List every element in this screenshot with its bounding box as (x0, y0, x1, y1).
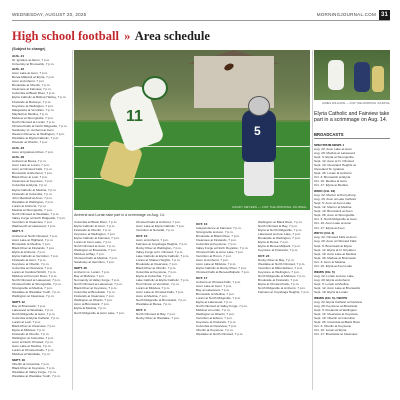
broadcast-section-heading: WOIO (CH. 19) (314, 189, 336, 194)
schedule-game: St. Ignatius at Akron, 7 p.m. (12, 57, 51, 62)
schedule-game: Elyria Catholic at Bishop Hartley, 7 p.m. (12, 95, 67, 100)
schedule-note: (Subject to change) (12, 47, 46, 51)
page-number: 31 (380, 12, 389, 18)
page-header (12, 10, 390, 21)
schedule-game: Mayfield at Medina, 7 p.m. (12, 111, 49, 116)
schedule-game: North Olmsted at Avon, 7 p.m. (74, 244, 116, 249)
schedule-game: Columbia at Black River, 7 p.m. (74, 220, 118, 224)
schedule-game: Avon at Brunswick, 7 p.m. (74, 302, 110, 307)
broadcast-game: Aug. 29: Avon at Lake Catholic (314, 197, 357, 202)
schedule-game: Avon Lake at Olmsted Falls, 7 p.m. (136, 290, 185, 295)
schedule-game: Columbia at Black River, 7 p.m. (12, 91, 56, 96)
broadcast-game: Cleveland St. Ignatius (314, 167, 345, 172)
broadcast-game: Sept. 26: Columbia at Black River (314, 319, 361, 324)
schedule-game: Brunswick at Medina, 7 p.m. (196, 291, 235, 296)
sidebar-photo-player (328, 60, 344, 90)
schedule-game: Elyria at Berea, 7 p.m. (258, 240, 289, 245)
schedule-game: Medina at Strongsville, 7 p.m. (12, 207, 53, 212)
schedule-game: John Marshall at Avon, 7 p.m. (12, 195, 53, 200)
headline-kicker: High school football (12, 29, 119, 43)
schedule-game: Columbia at Brookside, 7 p.m. (74, 290, 116, 295)
schedule-game: Keystone at Oberlin, 7 p.m. (12, 261, 50, 266)
schedule-game: Elyria at Olmsted Falls, 7 p.m. (258, 282, 300, 287)
schedule-date-heading: OCT. 3 (136, 307, 146, 312)
schedule-game: Clearview at Fairview, 7 p.m. (12, 87, 52, 92)
schedule-game: Columbia at Keystone, 7 p.m. (136, 270, 177, 275)
schedule-game: Olmsted Falls at North Ridgeville, 7 p.m. (12, 123, 68, 128)
away-player-pants (244, 160, 274, 196)
schedule-game: Westlake at Westlake Youth, 7 p.m. (12, 374, 61, 379)
schedule-game: North Olmsted at Bay, 7 p.m. (136, 312, 176, 317)
schedule-game: North Olmsted at Westlake, 7 p.m. (12, 211, 60, 216)
schedule-game: Elyria at North Ridgeville, 7 p.m. (258, 228, 303, 233)
schedule-game: Strongsville at Medina, 7 p.m. (12, 286, 53, 291)
schedule-game: Avon Lake at Medina, 7 p.m. (12, 344, 52, 349)
schedule-game: Rocky River at Bay, 7 p.m. (258, 257, 295, 262)
schedule-game: Fairview at Cuyahoga Heights, 7 p.m. (136, 241, 188, 246)
schedule-game: Elyria at Lakewood, 7 p.m. (196, 299, 233, 304)
schedule-date-heading: OCT. 10 (196, 221, 208, 226)
schedule-game: Wooster at Oberlin, 7 p.m. (12, 139, 49, 144)
broadcast-game: Aug. 22: Mentor at Perrysburg (314, 193, 356, 198)
schedule-game: Elyria Catholic at Fairview, 7 p.m. (74, 236, 120, 241)
schedule-game: Vermilion at Norwalk, 7 p.m. (136, 228, 175, 233)
broadcast-game: Oct. 10: Elyria at Avon Lake (314, 263, 353, 268)
schedule-game: Oberlin at Columbia, 7 p.m. (12, 361, 50, 366)
schedule-game: Amherst vs. Lorain, 7 p.m. (74, 270, 111, 275)
schedule-game: University at Brunswick, 7 p.m. (12, 61, 55, 66)
broadcast-game: Sept. 5: Firelands at Wellington (314, 307, 357, 312)
schedule-game: Brunswick at Medina, 7 p.m. (12, 241, 51, 246)
broadcast-game: Sept. 19: Cleveland Heights at (314, 163, 356, 168)
schedule-date-heading: AUG. 22 (12, 67, 25, 72)
schedule-game: Wadsworth at Lakewood, 7 p.m. (12, 223, 57, 228)
broadcast-section-heading: SPECTRUM NEWS 1 (314, 142, 345, 147)
schedule-game: Sandusky vs. Amherst at Avon (12, 127, 54, 132)
schedule-game: Midview at Strongsville, 7 p.m. (12, 115, 54, 120)
schedule-game: Avon Lake at Highland, 7 p.m. (12, 237, 54, 242)
schedule-game: Lakewood at Westlake, 7 p.m. (12, 307, 54, 312)
schedule-game: Avon Lake at Lorain, 7 p.m. (12, 163, 50, 168)
broadcast-game: Oct. 17: Elyria at Medina (314, 183, 348, 188)
schedule-game: Valley Forge at North Royalton, 7 p.m. (196, 245, 249, 250)
broadcast-game: Sept. 12: Avon Lake at Brunswick (314, 285, 361, 290)
schedule-game: Firelands at Avon, 7 p.m. (12, 257, 47, 262)
schedule-game: Lorain at Cardinal Stritch, 7 p.m. (12, 269, 57, 274)
schedule-game: Brunswick at Elmhurst, 7 p.m. (12, 171, 53, 176)
schedule-game: Westlake at Valley Forge, 7 p.m. (12, 370, 57, 375)
schedule-game: Firelands at Columbia, 7 p.m. (12, 191, 53, 196)
photo-caption: Amherst and Lorain take part in a scrimmage on Aug. 14. (74, 213, 165, 217)
away-player-helmet (248, 96, 270, 116)
schedule-game: Elyria at Amherst, 7 p.m. (12, 249, 46, 254)
schedule-date-heading: SEPT. 19 (12, 357, 25, 362)
broadcast-game: Sept. 19: Avon Lake at Medina (314, 251, 357, 256)
headline-separator: » (124, 29, 131, 43)
schedule-game: Elyria Catholic at Vermilion, 7 p.m. (12, 253, 60, 258)
schedule-game: Avon Lake at Midview, 7 p.m. (196, 261, 237, 266)
broadcast-game: Sept. 5: Brunswick at Elyria (314, 243, 352, 248)
broadcast-section-heading: WEWS (CH. 5) / WCPN (314, 295, 347, 300)
broadcast-game: Aug. 22: Olmsted Falls at Avon (314, 235, 357, 240)
schedule-game: Columbia at Elyria Catholic, 7 p.m. (12, 315, 60, 320)
broadcast-game: Oct. 3: Oberlin at Keystone (314, 324, 352, 328)
schedule-game: Lorain at Avon Lake, 7 p.m. (74, 240, 112, 245)
sidebar-photo-player (372, 66, 384, 92)
schedule-game: Wellington at Clearview, 7 p.m. (12, 294, 55, 299)
schedule-game: Lakewood at Avon Lake, 7 p.m. (258, 232, 302, 237)
broadcast-game: Sept. 19: Oberlin at Columbia (314, 315, 355, 320)
broadcast-game: Aug. 29: Medina at Lakewood (314, 150, 355, 155)
schedule-game: Keystone at Wellington, 7 p.m. (74, 232, 116, 237)
broadcast-game: Oct. 3: Brunswick at Elyria (314, 175, 351, 180)
schedule-date-heading: OCT. 10 (136, 233, 148, 238)
schedule-game: Black River at Clearview, 7 p.m. (12, 324, 56, 329)
schedule-game: Rocky River at Westlake, 7 p.m. (136, 316, 180, 321)
schedule-game: Elyria Catholic at Medina, 7 p.m. (12, 187, 57, 192)
broadcast-game: Sept. 5: Lorain at Medina (314, 281, 349, 286)
schedule-game: Lorain at Midview, 7 p.m. (136, 286, 171, 291)
schedule-game: Vermilion at Clearview, 7 p.m. (12, 219, 53, 224)
schedule-game: Westlake at North Olmsted, 7 p.m. (258, 261, 306, 266)
schedule-game: Olmsted Falls at Amherst, 7 p.m. (136, 220, 181, 224)
schedule-game: North Olmsted at Lakewood, 7 p.m. (74, 282, 123, 287)
schedule-game: Normandy at Valley Forge, 7 p.m. (74, 278, 121, 283)
site-name[interactable]: MORNINGJOURNAL.COM (316, 12, 376, 17)
schedule-game: Vermilion at Huron, 7 p.m. (196, 253, 232, 258)
schedule-column-1 (12, 52, 70, 390)
schedule-game: Elyria at Medina, 7 p.m. (74, 306, 107, 311)
schedule-game: Amherst at North Olmsted, 7 p.m. (12, 233, 59, 238)
schedule-game: Midview at Westlake, 7 p.m. (12, 352, 51, 357)
schedule-game: Wellington at Brookside, 7 p.m. (74, 248, 117, 253)
broadcast-game: Sept. 12: Clearview at Keystone (314, 311, 359, 316)
schedule-column-2 (74, 220, 132, 390)
broadcast-game: Oct. 17: Brookside at Clearview (314, 332, 358, 337)
schedule-game: Elyria at Columbia, 7 p.m. (136, 274, 172, 279)
column-divider (312, 50, 313, 390)
schedule-game: Westlake at Berea, 7 p.m. (136, 302, 172, 307)
schedule-game: Midview at Fremont Ross, 7 p.m. (12, 273, 58, 278)
schedule-game: Lorain at Olmsted Falls, 7 p.m. (12, 348, 55, 353)
schedule-game: Avon at Olmsted Falls, 7 p.m. (12, 167, 53, 172)
schedule-game: Firelands at Oberlin, 7 p.m. (74, 228, 112, 233)
schedule-game: Bay at Midview, 7 p.m. (74, 274, 105, 279)
schedule-game: Lorain at Lodi, 7 p.m. (12, 320, 42, 324)
schedule-game: Margaretta at Vermilion, 7 p.m. (12, 107, 55, 112)
schedule-game: Olmsted Falls at Avon Lake, 7 p.m. (196, 249, 244, 254)
schedule-game: Westlake at North Olmsted, 7 p.m. (196, 332, 244, 337)
schedule-game: Black River at Oberlin, 7 p.m. (136, 266, 177, 271)
schedule-game: Brookside at Firelands, 7 p.m. (258, 278, 300, 283)
schedule-game: Fairview at Cuyahoga Heights, 7 p.m. (258, 290, 310, 295)
schedule-game: Brookside at Wellington, 7 p.m. (258, 236, 301, 241)
schedule-game: Valley Forge at N. Olmsted, 7 p.m. (136, 249, 184, 254)
schedule-game: Black River at Keystone, 7 p.m. (12, 366, 56, 371)
schedule-column-5 (258, 220, 312, 390)
schedule-game: Avon at Amherst, 7 p.m. (12, 79, 45, 84)
newspaper-page (12, 10, 390, 392)
broadcasts-list (314, 141, 390, 391)
schedule-game: Elyria at Midview, 7 p.m. (12, 328, 46, 333)
schedule-column-4 (196, 220, 254, 390)
broadcast-game: Oct. 3: Avon at Medina (314, 259, 346, 264)
schedule-game: Avon at Ignatius-Urban, 7 p.m. (12, 149, 54, 154)
schedule-game: Lake Catholic at Elyria Catholic, 7 p.m. (136, 278, 190, 283)
schedule-game: North Olmsted at Valley Forge, 7 p.m. (196, 303, 248, 308)
schedule-game: Firelands at Oberlin, 7 p.m. (12, 332, 50, 337)
home-player-number: 11 (126, 108, 143, 125)
schedule-date-heading: SEPT. 5 (12, 229, 24, 234)
schedule-game: Vermilion at Milan Edison, 7 p.m. (258, 266, 304, 271)
broadcast-game: Aug. 22: Avon Lake at Avon (314, 146, 352, 151)
schedule-game: Lake Catholic at Elyria Catholic, 7 p.m. (136, 253, 190, 258)
schedule-date-heading: SEPT. 12 (12, 299, 25, 304)
schedule-game: Keystone at Firelands, 7 p.m. (258, 248, 299, 253)
schedule-game: Avon at Amherst, 7 p.m. (136, 237, 169, 242)
sidebar-photo-credit: JAMES WILLIAMS — FOR THE MORNING JOURNAL (321, 101, 390, 105)
schedule-game: Columbia at Clearview, 7 p.m. (196, 324, 238, 329)
broadcast-section-heading: WEWS (CH. 5) (314, 269, 335, 274)
away-player-number: 5 (254, 124, 261, 138)
broadcast-game: Sept. 12: Avon at N. Olmsted (314, 158, 354, 163)
schedule-game: Brookside at Oberlin, 7 p.m. (12, 83, 51, 88)
broadcast-game: Oct. 3: North Ridgeville at Avon (314, 217, 357, 222)
schedule-game: Black River at Lodi, 7 p.m. (12, 175, 49, 180)
broadcast-game: Sept. 5: Elyria at Strongsville (314, 154, 354, 159)
broadcast-game: Sept. 5: Avon at Avon Lake (314, 201, 352, 206)
schedule-game: North Ridgeville at Amherst, 7 p.m. (258, 286, 306, 291)
broadcast-game: Oct. 10: Lorain at Elyria (314, 328, 347, 333)
photo-credit: RANDY MEYERS — FOR THE MORNING JOURNAL (232, 205, 307, 209)
schedule-game: Sandusky at Vermilion, 7 p.m. (74, 260, 115, 265)
broadcast-game: Aug. 22: Elyria Catholic at Fairview (314, 299, 362, 304)
sidebar-photo (314, 50, 390, 100)
schedule-game: North Ridgeville at Brunswick, 7 p.m. (136, 298, 187, 303)
schedule-game: Bay at Lakewood, 7 p.m. (196, 287, 231, 292)
main-photo (74, 50, 310, 210)
schedule-game: Wellington at Oberlin, 7 p.m. (74, 298, 113, 303)
broadcast-game: Sept. 12: Elyria at N. Royalton (314, 247, 356, 252)
broadcast-game: Aug. 29: Avon at Olmsted Falls (314, 239, 357, 244)
page-title (12, 29, 312, 43)
schedule-game: North Olmsted at Bay, 7 p.m. (258, 224, 298, 229)
schedule-game: Olmsted Falls at Berea-Midpark, 7 p.m. (196, 270, 250, 275)
schedule-game: Bay at Brunswick, 7 p.m. (12, 303, 47, 308)
schedule-game: Clearview at Firelands, 7 p.m. (196, 237, 237, 242)
schedule-game: Elyria Catholic at Rocky River, 7 p.m. (196, 266, 247, 271)
broadcast-game: Aug. 22: Lorain at Avon Lake (314, 273, 354, 278)
schedule-game: North Ridgeville at Midview, 7 p.m. (258, 274, 306, 279)
schedule-game: Avon at North Olmsted, 7 p.m. (12, 340, 54, 345)
schedule-game: Strongsville at Avon, 7 p.m. (196, 229, 234, 234)
schedule-game: Black River at Firelands, 7 p.m. (12, 245, 55, 250)
broadcast-game: Aug. 29: Keystone at Brookside (314, 303, 358, 308)
schedule-game: Olmsted Falls at Strongsville, 7 p.m. (12, 282, 62, 287)
schedule-game: Elyria Catholic at Avon, 7 p.m. (74, 224, 116, 229)
schedule-date-heading: OCT. 24 (258, 253, 270, 258)
schedule-game: Clearview at Keystone, 7 p.m. (12, 179, 54, 184)
column-divider (72, 50, 73, 390)
schedule-game: Black River at Keystone, 7 p.m. (74, 286, 118, 291)
schedule-date-heading: OCT. 17 (196, 275, 208, 280)
schedule-game: Lorain at Amherst, 7 p.m. (12, 203, 47, 208)
broadcast-game: Sept. 12: Mentor at Medina (314, 205, 352, 210)
broadcast-game: Oct. 10: Medina at Avon (314, 179, 347, 184)
schedule-date-heading: AUG. 29 (12, 155, 25, 160)
broadcasts-heading: BROADCASTS (314, 132, 390, 139)
schedule-game: Columbia at Keystone, 7 p.m. (196, 241, 237, 246)
schedule-game: Wellington at Black River, 7 p.m. (258, 220, 303, 224)
schedule-game: Amherst at Berea, 7 p.m. (12, 159, 47, 164)
schedule-game: North Ridgeville at Avon Lake, 7 p.m. (74, 310, 125, 315)
schedule-game: Independence at Fairview, 7 p.m. (196, 225, 242, 230)
schedule-game: Westlake at Elyria Catholic, 7 p.m. (12, 135, 60, 140)
schedule-game: Firelands at Buckeye, 7 p.m. (12, 99, 52, 104)
schedule-game: Midview at Bay, 7 p.m. (74, 252, 105, 257)
schedule-game: Avon Lake at Avon, 7 p.m. (12, 71, 49, 76)
schedule-game: Olmsted Falls at Medina, 7 p.m. (74, 256, 118, 261)
schedule-game: Brookside at Clearview, 7 p.m. (136, 261, 178, 266)
schedule-game: Avon at Medina, 7 p.m. (136, 294, 168, 299)
broadcast-game: Aug. 29: Elyria at Amherst (314, 277, 350, 282)
schedule-column-3 (136, 220, 192, 390)
schedule-date-heading: AUG. 21 (12, 53, 25, 58)
schedule-game: Midview at Lorain, 7 p.m. (196, 307, 231, 312)
schedule-game: Firelands at Clearview, 7 p.m. (74, 294, 115, 299)
schedule-game: Oberlin at Keystone, 7 p.m. (196, 328, 234, 333)
schedule-game: Western Reserve at Wellington, 7 p.m. (12, 131, 65, 136)
schedule-game: Avon Lake at Elyria Catholic, 7 p.m. (136, 224, 185, 229)
schedule-game: Lorain at Shaker Heights, 7 p.m. (136, 257, 181, 262)
schedule-game: Vermilion at Edison, 7 p.m. (196, 316, 233, 321)
schedule-game: Brookside at Black River, 7 p.m. (196, 233, 240, 238)
schedule-game: Columbia at Elyria, 7 p.m. (12, 183, 48, 188)
schedule-game: Keystone at Wellington, 7 p.m. (12, 103, 54, 108)
headline-title: Area schedule (134, 29, 210, 43)
broadcast-game: Sept. 26: Lorain at Amherst (314, 171, 352, 176)
schedule-game: Keystone at Wellington, 7 p.m. (258, 270, 300, 275)
schedule-game: North Olmsted at Lakewood, 7 p.m. (12, 278, 61, 283)
schedule-game: Valley Forge at North Ridgeville, 7 p.m. (12, 215, 66, 220)
schedule-game: Berea-Midpark at Elyria, 7 p.m. (12, 75, 55, 80)
schedule-game: Elyria at Berea-Midpark, 7 p.m. (258, 244, 301, 249)
broadcast-section-heading: WKYC (CH. 3) (314, 231, 335, 236)
sidebar-photo-caption: Elyria Catholic and Fairview take part in a scrimmage on Aug. 14. (314, 111, 390, 124)
schedule-game: Rocky River at Wellington, 7 p.m. (136, 245, 182, 250)
schedule-game: Keystone at Firelands, 7 p.m. (196, 320, 237, 325)
sidebar-photo-player (354, 62, 370, 92)
schedule-game: Lorain at North Ridgeville, 7 p.m. (196, 295, 242, 300)
schedule-game: Wellington at Oberlin, 7 p.m. (196, 312, 235, 317)
schedule-date-heading: SEPT. 26 (74, 266, 87, 271)
broadcast-game: Sept. 26: Avon at Strongsville (314, 213, 355, 218)
schedule-game: Avon at Amherst, 7 p.m. (196, 257, 229, 262)
schedule-game: Avon Lake at Avon, 7 p.m. (196, 283, 233, 288)
home-player-helmet (142, 76, 168, 100)
broadcast-game: Sept. 26: Medina at Brunswick (314, 255, 356, 260)
schedule-game: Port Clinton at Vermilion, 7 p.m. (136, 282, 180, 287)
schedule-game: North Ridgeville at Avon, 7 p.m. (12, 311, 56, 316)
broadcast-game: Sept. 19: Brunswick at Avon (314, 209, 353, 214)
schedule-date-heading: AUG. 23 (12, 145, 25, 150)
broadcast-game: Oct. 10: Avon Lake at Avon (314, 221, 352, 226)
schedule-game: Westlake at Wellington, 7 p.m. (12, 199, 54, 204)
schedule-game: North Olmsted at Lorain, 7 p.m. (12, 119, 56, 124)
schedule-game: Amherst at Olmsted Falls, 7 p.m. (196, 279, 242, 284)
schedule-game: Wellington at Columbia, 7 p.m. (12, 336, 55, 341)
broadcast-game: Oct. 17: Elyria at Avon (314, 225, 345, 230)
schedule-game: Columbia at Clearview, 7 p.m. (12, 265, 54, 270)
broadcast-game: Sept. 19: Elyria at Lorain (314, 289, 348, 294)
schedule-game: Westlake at Westlake Youth, 7 p.m. (12, 290, 61, 295)
issue-date: WEDNESDAY, AUGUST 20, 2025 (12, 12, 87, 17)
